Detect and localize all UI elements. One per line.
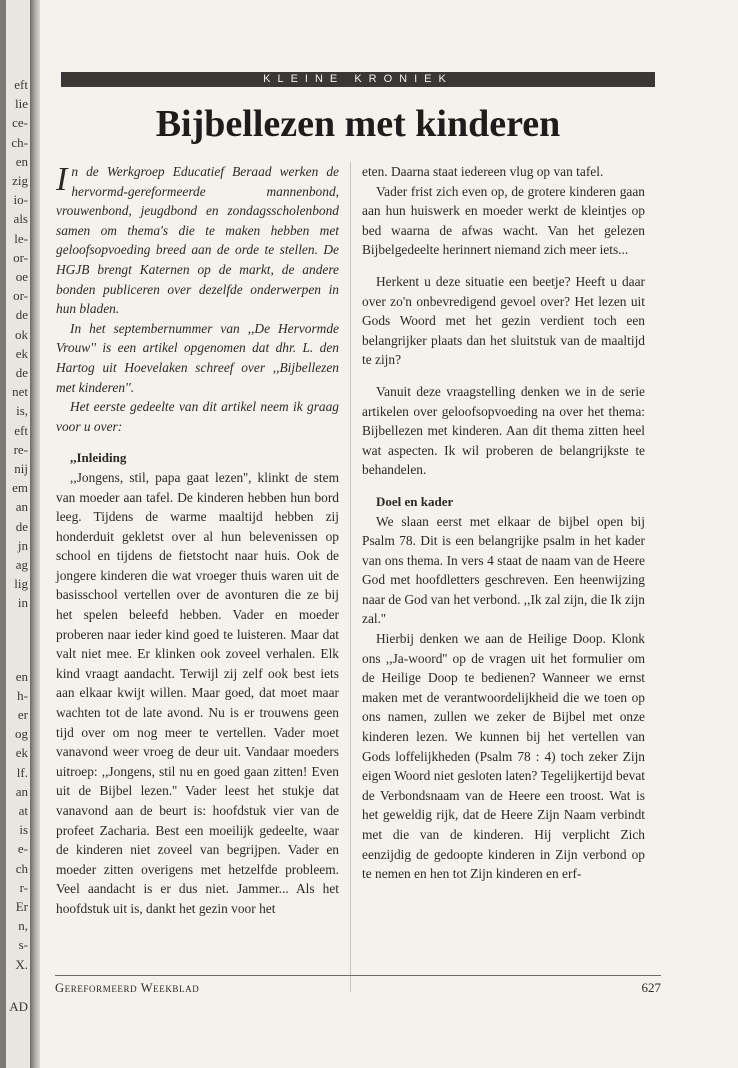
footer-page-number: 627 xyxy=(641,980,661,995)
prev-page-fragment: in xyxy=(17,595,28,611)
inleiding-paragraph: ,,Jongens, stil, papa gaat lezen'', klinkt de stem van moeder aan tafel. De kinderen hebben hun bord leeg. Tijdens de warme maaltijd hebben zij honderduit gekletst over al hun belevenissen op school en tijdens de fietstocht naar huis. Ook de jongere kinderen die wat vroeger thuis waren uit de basisschool vertellen over de avonturen die ze bij het spelen beleefd hebben. Vader en moeder proberen naar ieder kind goed te luisteren. Maar dat valt niet mee. Er klinken ook zoveel verhalen. Elk kind vraagt aandacht. Terwijl zij zelf ook best iets aan elkaar kwijt willen. Maar goed, dat moet maar wachten tot de late avond. Nu is er trouwens geen tijd over om nog meer te vertellen. Vader moet vanavond weer vroeg de deur uit. Vandaar moeders uitroep: ,,Jongens, stil nu en goed gaan zitten! Even uit de Bijbel lezen.'' Vader leest het stukje dat vanavond aan de beurt is: hoofdstuk vier van de profeet Zacharia. Best een moeilijk gedeelte, waar de kinderen niet zoveel van begrijpen. Vader en moeder zitten overigens met hetzelfde probleem. Veel aandacht is er dus niet. Jammer... Als het hoofdstuk uit is, dankt het gezin voor het xyxy=(56,469,339,916)
prev-page-fragment: eft xyxy=(14,422,28,438)
drop-cap: I xyxy=(56,161,68,198)
footer-rule xyxy=(55,975,661,976)
prev-page-fragment: Er xyxy=(15,899,28,914)
prev-page-fragment: lig xyxy=(14,576,28,592)
prev-page-fragment: ch xyxy=(15,860,28,876)
spacer xyxy=(362,370,645,382)
prev-page-fragment: og xyxy=(15,726,28,742)
prev-page-fragment: de xyxy=(15,307,28,323)
footer-publication: Gereformeerd Weekblad xyxy=(55,981,200,995)
spacer xyxy=(56,436,339,448)
prev-page-fragment: r- xyxy=(19,879,28,895)
prev-page-fragment: or- xyxy=(13,249,28,265)
prev-page-fragment: e- xyxy=(17,841,28,857)
prev-page-fragment: AD xyxy=(9,999,28,1014)
left-column xyxy=(56,162,339,919)
prev-page-fragment: lie xyxy=(15,96,28,112)
column-divider xyxy=(350,162,351,992)
right-paragraph-6: Hierbij denken we aan de Heilige Doop. Klonk ons ,,Ja-woord'' op de vragen uit het formulier om de Heilige Doop te bedienen? Wanneer we ernst maken met de verantwoordelijkheid die we toen op ons namen, zullen we zeker de Bijbel met onze kinderen lezen. We kunnen bij het vertellen van Gods loffelijkheden (Psalm 78 : 4) toch zeker Zijn eigen Woord niet gesloten laten? Tegelijkertijd bevat de Verbondsnaam van de Heere een troost. Wat is het geweldig rijk, dat de Heere Zijn Naam verbindt met die van de kinderen. Hij verplicht Zich eenzijdig de gedoopte kinderen in Zijn verbond op te nemen en hen tot Zijn kinderen en erf- xyxy=(362,631,645,882)
prev-page-fragment: s- xyxy=(18,937,28,953)
prev-page-fragment: h- xyxy=(17,687,28,703)
prev-page-fragment: nij xyxy=(14,461,28,476)
prev-page-fragment: jn xyxy=(17,537,28,553)
prev-page-fragment: lf. xyxy=(16,764,28,780)
right-paragraph-4: Vanuit deze vraagstelling denken we in de serie artikelen over geloofsopvoeding na over het thema: Bijbellezen met kinderen. Aan dit thema zitten heel wat aspecten. Ik wil proberen de belangrijkste te behandelen. xyxy=(362,383,645,478)
prev-page-fragment: an xyxy=(15,499,28,515)
prev-page-fragment: ce- xyxy=(12,115,28,131)
right-paragraph-1: eten. Daarna staat iedereen vlug op van tafel. xyxy=(362,164,604,179)
prev-page-fragment: ok xyxy=(15,326,28,342)
right-paragraph-3: Herkent u deze situatie een beetje? Heeft u daar over zo'n onbevredigend gevoel over? Het lezen uit Gods Woord met het gezin verdient toch een belangrijker plaats dan het sluitstuk van de maaltijd te zijn? xyxy=(362,273,645,368)
prev-page-fragment: X. xyxy=(15,956,28,972)
intro-paragraph-2: In het septembernummer van ,,De Hervormde Vrouw'' is een artikel opgenomen dat dhr. L. den Hartog uit Hoevelaken schreef over ,,Bijbellezen met kinderen''. xyxy=(56,320,339,395)
article-title: Bijbellezen met kinderen xyxy=(155,103,561,145)
prev-page-fragment: en xyxy=(15,668,28,684)
intro-paragraph-3: Het eerste gedeelte van dit artikel neem ik graag voor u over: xyxy=(56,399,339,434)
prev-page-fragment: de xyxy=(15,518,28,534)
prev-page-fragment: de xyxy=(15,365,28,380)
prev-page-fragment: io- xyxy=(13,192,28,208)
section-heading-inleiding: ,,Inleiding xyxy=(70,450,127,466)
right-column xyxy=(362,162,645,884)
prev-page-fragment: oe xyxy=(15,269,28,284)
intro-paragraph-1 xyxy=(56,162,339,319)
prev-page-fragment: en xyxy=(15,153,28,169)
prev-page-fragment: ag xyxy=(15,557,28,572)
section-banner: KLEINE KRONIEK xyxy=(61,72,655,87)
prev-page-fragment: ek xyxy=(15,345,28,361)
prev-page-fragment: zig xyxy=(12,173,28,188)
right-paragraph-2: Vader frist zich even op, de grotere kinderen gaan aan hun huiswerk en moeder werkt de kleintjes op bed waarna de afwas wacht. Van het gelezen Bijbelgedeelte herinnert niemand zich meer iets... xyxy=(362,183,645,258)
prev-page-fragment: at xyxy=(18,803,28,818)
right-paragraph-5: We slaan eerst met elkaar de bijbel open bij Psalm 78. Dit is een belangrijke psalm in het kader van ons thema. In vers 4 staat de naam van de Heere God met hoofdletters geschreven. Een heenwijzing naar de God van het verbond. ,,Ik zal zijn, die Ik zijn zal.'' xyxy=(362,513,645,627)
prev-page-fragment: als xyxy=(13,211,28,227)
prev-page-fragment: or- xyxy=(13,288,28,304)
prev-page-fragment: an xyxy=(15,783,28,799)
prev-page-fragment: eft xyxy=(14,77,28,92)
previous-page-edge xyxy=(6,0,30,1068)
prev-page-fragment: ch- xyxy=(11,134,28,150)
prev-page-fragment: em xyxy=(12,480,28,496)
prev-page-fragment: is, xyxy=(16,403,28,419)
prev-page-fragment: ek xyxy=(15,745,28,761)
prev-page-fragment: n, xyxy=(18,918,28,934)
prev-page-fragment: net xyxy=(12,384,28,400)
prev-page-fragment: le- xyxy=(14,230,28,246)
page-gutter xyxy=(30,0,40,1068)
prev-page-fragment: er xyxy=(17,707,28,722)
intro-paragraph-1-text: n de Werkgroep Educatief Beraad werken de hervormd-gereformeerde mannenbond, vrouwenbond, jeugdbond en zondagsscholenbond samen om thema's die te maken hebben met geloofsopvoeding breed aan de orde te stellen. De HGJB brengt Katernen op de markt, de andere bonden publiceren over dezelfde onderwerpen in hun bladen. xyxy=(56,164,339,317)
spacer xyxy=(362,480,645,492)
section-heading-doel-en-kader: Doel en kader xyxy=(376,493,454,509)
prev-page-fragment: is xyxy=(19,822,28,838)
prev-page-fragment: re- xyxy=(13,441,28,457)
spacer xyxy=(362,260,645,272)
